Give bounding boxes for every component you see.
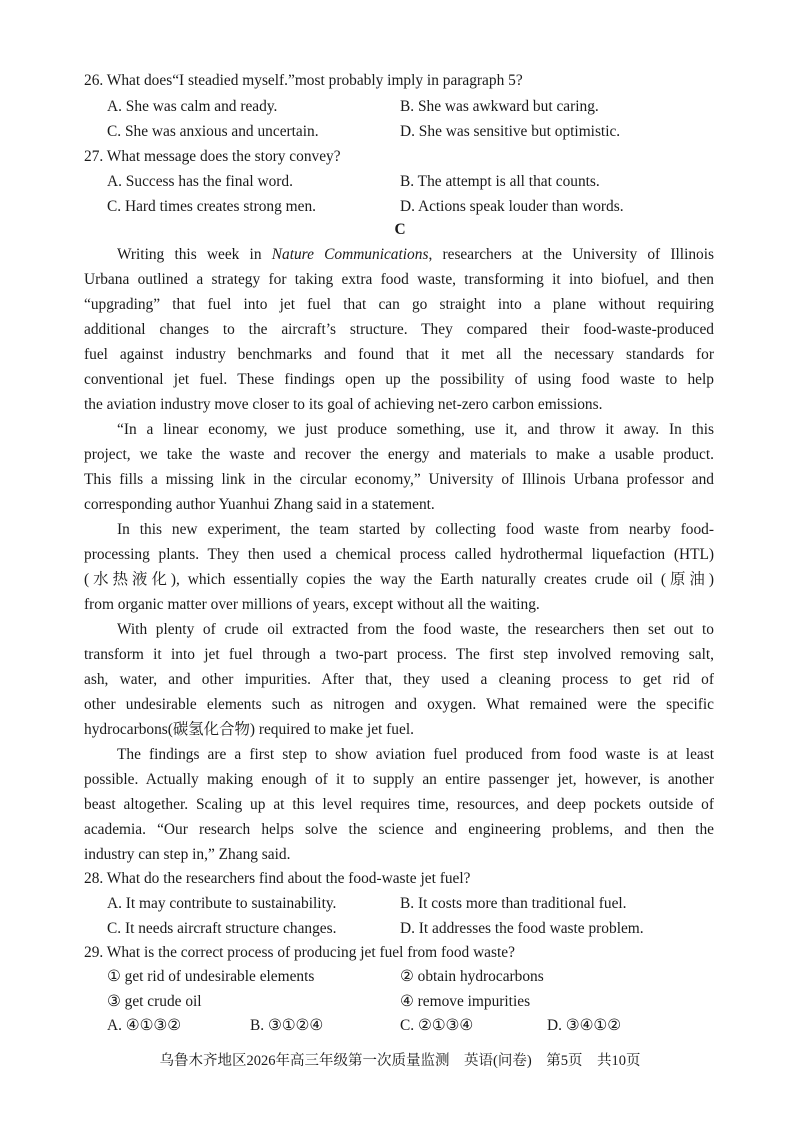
question-29-step-1: ① get rid of undesirable elements [107, 968, 315, 985]
passage-p2-line-3: This fills a missing link in the circular economy,” University of Illinois Urbana professor and [84, 471, 714, 488]
passage-p4-line-3: ash, water, and other impurities. After that, they used a cleaning process to get rid of [84, 671, 714, 688]
question-29-option-b: B. ③①②④ [250, 1017, 324, 1034]
passage-p1-line-4: additional changes to the aircraft’s structure. They compared their food-waste-produced [84, 321, 714, 338]
question-27-stem: 27. What message does the story convey? [84, 148, 341, 165]
question-27-option-c: C. Hard times creates strong men. [107, 198, 316, 215]
passage-p1-line-2: Urbana outlined a strategy for taking extra food waste, transforming it into biofuel, and then [84, 271, 714, 288]
question-29-step-3: ③ get crude oil [107, 993, 202, 1010]
passage-p3-line-1: In this new experiment, the team started by collecting food waste from nearby food- [117, 521, 714, 538]
question-26-option-b: B. She was awkward but caring. [400, 98, 599, 115]
question-29-step-2: ② obtain hydrocarbons [400, 968, 544, 985]
passage-p2-line-1: “In a linear economy, we just produce something, use it, and throw it away. In this [117, 421, 714, 438]
question-29-step-4: ④ remove impurities [400, 993, 531, 1010]
passage-p5-line-3: beast altogether. Scaling up at this level requires time, resources, and deep pockets outside of [84, 796, 714, 813]
question-27-option-a: A. Success has the final word. [107, 173, 293, 190]
question-28-option-b: B. It costs more than traditional fuel. [400, 895, 627, 912]
passage-p4-line-2: transform it into jet fuel through a two-part process. The first step involved removing salt, [84, 646, 714, 663]
passage-p5-line-4: academia. “Our research helps solve the science and engineering problems, and then the [84, 821, 714, 838]
passage-p5-line-5: industry can step in,” Zhang said. [84, 846, 291, 863]
passage-p5-line-1: The findings are a first step to show aviation fuel produced from food waste is at least [117, 746, 714, 763]
question-27-option-d: D. Actions speak louder than words. [400, 198, 624, 215]
passage-p4-line-5: hydrocarbons(碳氢化合物) required to make jet fuel. [84, 721, 414, 738]
question-28-stem: 28. What do the researchers find about the food-waste jet fuel? [84, 870, 471, 887]
question-28-option-d: D. It addresses the food waste problem. [400, 920, 644, 937]
question-26-stem: 26. What does“I steadied myself.”most probably imply in paragraph 5? [84, 72, 523, 89]
question-28-option-a: A. It may contribute to sustainability. [107, 895, 337, 912]
passage-p3-line-2: processing plants. They then used a chemical process called hydrothermal liquefaction (HTL) [84, 546, 714, 563]
question-27-option-b: B. The attempt is all that counts. [400, 173, 600, 190]
passage-p1-line-3: “upgrading” that fuel into jet fuel that can go straight into a plane without requiring [84, 296, 714, 313]
question-29-stem: 29. What is the correct process of producing jet fuel from food waste? [84, 944, 515, 961]
passage-p5-line-2: possible. Actually making enough of it to supply an entire passenger jet, however, is another [84, 771, 714, 788]
question-26-option-a: A. She was calm and ready. [107, 98, 278, 115]
passage-p1-line-1: Writing this week in Nature Communications, researchers at the University of Illinois [117, 246, 714, 263]
passage-p1-line-7: the aviation industry move closer to its goal of achieving net-zero carbon emissions. [84, 396, 603, 413]
passage-p4-line-1: With plenty of crude oil extracted from the food waste, the researchers then set out to [117, 621, 714, 638]
question-26-option-d: D. She was sensitive but optimistic. [400, 123, 621, 140]
journal-name: Nature Communications [271, 246, 429, 263]
passage-p4-line-4: other undesirable elements such as nitrogen and oxygen. What remained were the specific [84, 696, 714, 713]
question-29-option-a: A. ④①③② [107, 1017, 181, 1034]
page-footer: 乌鲁木齐地区2026年高三年级第一次质量监测 英语(问卷) 第5页 共10页 [159, 1053, 641, 1069]
passage-p3-line-3: (水热液化), which essentially copies the way the Earth naturally creates crude oil (原油) [84, 571, 714, 588]
section-heading: C [394, 221, 406, 238]
passage-p2-line-4: corresponding author Yuanhui Zhang said in a statement. [84, 496, 435, 513]
passage-p2-line-2: project, we take the waste and recover the energy and materials to make a usable product. [84, 446, 714, 463]
passage-p1-line-5: fuel against industry benchmarks and found that it met all the necessary standards for [84, 346, 714, 363]
question-29-option-d: D. ③④①② [547, 1017, 621, 1034]
passage-p1-line-6: conventional jet fuel. These findings open up the possibility of using food waste to help [84, 371, 714, 388]
passage-p3-line-4: from organic matter over millions of years, except without all the waiting. [84, 596, 540, 613]
question-28-option-c: C. It needs aircraft structure changes. [107, 920, 337, 937]
question-26-option-c: C. She was anxious and uncertain. [107, 123, 319, 140]
question-29-option-c: C. ②①③④ [400, 1017, 474, 1034]
